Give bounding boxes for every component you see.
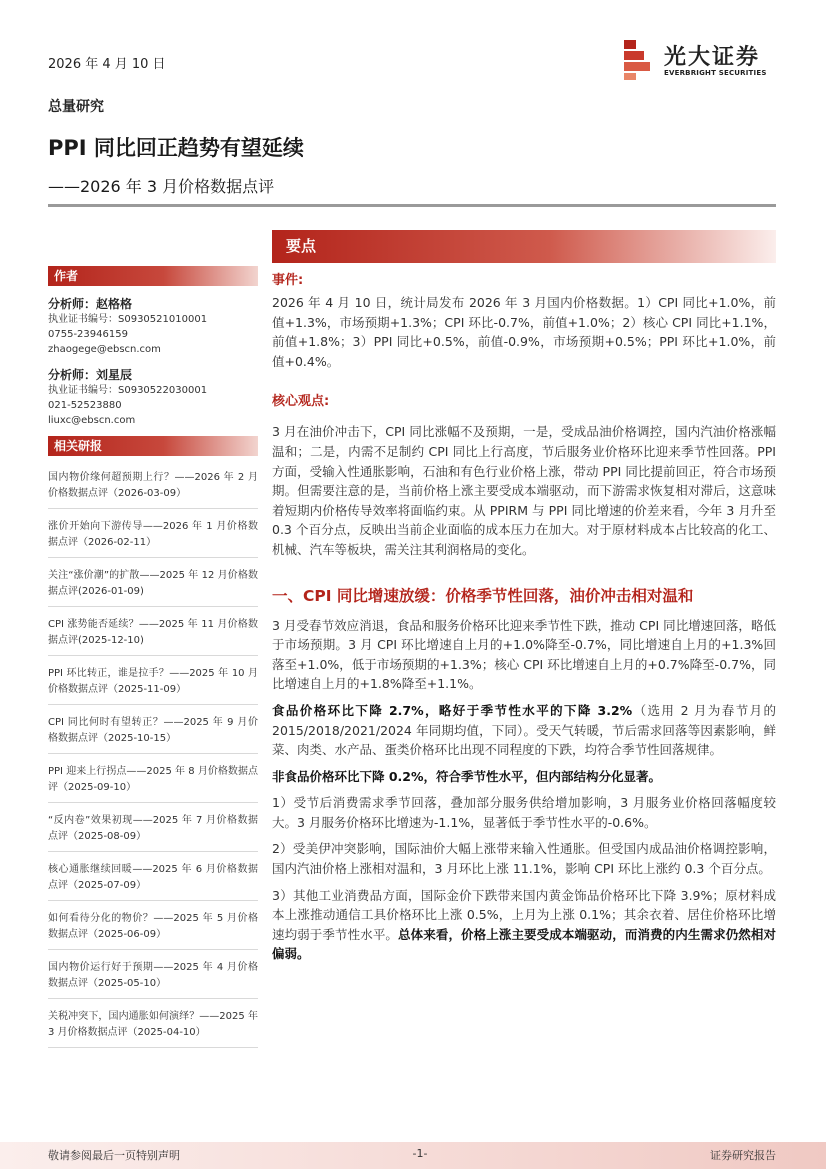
page-title: PPI 同比回正趋势有望延续 [48,136,304,160]
report-date: 2026 年 4 月 10 日 [48,57,166,72]
sidebar [48,266,258,1048]
food-price-highlight: 食品价格环比下降 2.7%，略好于季节性水平的下降 3.2% [272,702,633,718]
report-category: 总量研究 [48,99,104,115]
key-points-banner: 要点 [272,230,776,263]
core-view-label: 核心观点: [272,394,330,410]
body-paragraph: 1）受节后消费需求季节回落，叠加部分服务供给增加影响，3 月服务业价格回落幅度较大。3 月服务价格环比增速为-1.1%，显著低于季节性水平的-0.6%。 [272,795,776,830]
section-title: 一、CPI 同比增速放缓：价格季节性回落，油价冲击相对温和 [272,586,694,605]
related-reports-list [48,460,258,1048]
related-report-item[interactable]: 如何看待分化的物价？——2025 年 5 月价格数据点评（2025-06-09） [48,901,258,950]
related-report-item[interactable]: PPI 迎来上行拐点——2025 年 8 月价格数据点评（2025-09-10） [48,754,258,803]
body-paragraph [272,886,776,964]
core-view-paragraph: 3 月在油价冲击下，CPI 同比涨幅不及预期，一是，受成品油价格调控，国内汽油价格涨幅温和；二是，内需不足制约 CPI 同比上行高度，节后服务业价格环比迎来季节性回落。PPI 方面，受输入性通胀影响，石油和有色行业价格上涨，带动 PPI 同比提前回正，符合市场预期。但需要注意的是，当前价格上涨主要受成本端驱动，而下游需求恢复相对滞后，这意味着短期内价格传导效率将面临约束。从 PPIRM 与 PPI 同比增速的价差来看，今年 3 月升至 0.3 个百分点，反映出当前企业面临的成本压力在加大。对于原材料成本占比较高的化工、机械、汽车等板块，需关注其利润格局的变化。 [272,424,776,557]
related-report-item[interactable]: 涨价开始向下游传导——2026 年 1 月价格数据点评（2026-02-11） [48,509,258,558]
page-subtitle: ——2026 年 3 月价格数据点评 [48,177,275,196]
analyst-phone: 0755-23946159 [48,329,128,340]
body-paragraph: 2）受美伊冲突影响，国际油价大幅上涨带来输入性通胀。但受国内成品油价格调控影响，国内汽油价格上涨相对温和，3 月环比上涨 11.1%，影响 CPI 环比上涨约 0.3 个百分点。 [272,841,776,877]
related-report-item[interactable]: 关税冲突下，国内通胀如何演绎？——2025 年 3 月价格数据点评（2025-04-10） [48,999,258,1048]
related-reports-heading: 相关研报 [48,436,258,456]
event-label: 事件: [272,273,304,288]
related-report-item[interactable]: PPI 环比转正，谁是拉手？——2025 年 10 月价格数据点评（2025-11-09） [48,656,258,705]
related-report-item[interactable]: CPI 涨势能否延续？——2025 年 11 月价格数据点评(2025-12-10) [48,607,258,656]
everbright-logo-icon [620,38,654,82]
summary-highlight: 总体来看，价格上涨主要受成本端驱动，而消费的内生需求仍然相对偏弱。 [272,926,776,962]
logo-name-en: EVERBRIGHT SECURITIES [664,69,767,77]
title-divider [48,204,776,207]
food-price-paragraph [272,701,776,760]
related-report-item[interactable]: 关注“涨价潮”的扩散——2025 年 12 月价格数据点评(2026-01-09) [48,558,258,607]
analyst-email[interactable]: liuxc@ebscn.com [48,415,136,426]
analyst-name: 分析师：赵格格 [48,297,133,311]
nonfood-price-heading: 非食品价格环比下降 0.2%，符合季节性水平，但内部结构分化显著。 [272,768,662,784]
related-report-item[interactable]: CPI 同比何时有望转正？——2025 年 9 月价格数据点评（2025-10-15） [48,705,258,754]
other-goods-detail: 3）其他工业消费品方面，国际金价下跌带来国内黄金饰品价格环比下降 3.9%；原材料成本上涨推动通信工具价格环比上涨 0.5%，上月为上涨 0.1%；其余衣着、居住价格环比增速均弱于季节性水平。 [272,887,776,942]
authors-heading: 作者 [48,266,258,286]
footer-report-type: 证券研究报告 [710,1149,776,1162]
footer-disclaimer-link[interactable]: 敬请参阅最后一页特别声明 [48,1149,180,1162]
analyst-email[interactable]: zhaogege@ebscn.com [48,344,161,355]
analyst-license: 执业证书编号：S0930522030001 [48,385,208,396]
analyst-license: 执业证书编号：S0930521010001 [48,314,208,325]
related-report-item[interactable]: “反内卷”效果初现——2025 年 7 月价格数据点评（2025-08-09） [48,803,258,852]
event-paragraph: 2026 年 4 月 10 日，统计局发布 2026 年 3 月国内价格数据。1）CPI 同比+1.0%，前值+1.3%，市场预期+1.3%；CPI 环比-0.7%，前值+1.0%；2）核心 CPI 同比+1.1%，前值+1.8%；3）PPI 同比+0.5%，前值-0.9%，市场预期+0.5%；PPI 环比+1.0%，前值+0.4%。 [272,295,776,369]
analyst-card [48,367,258,428]
analyst-phone: 021-52523880 [48,400,122,411]
main-content [272,230,776,964]
body-paragraph: 3 月受春节效应消退，食品和服务价格环比迎来季节性下跌，推动 CPI 同比增速回落，略低于市场预期。3 月 CPI 环比增速自上月的+1.0%降至-0.7%，同比增速自上月的+1.3%回落至+1.0%，低于市场预期的+1.3%；核心 CPI 环比增速自上月的+0.7%降至-0.7%，同比增速自上月的+1.8%降至+1.1%。 [272,617,776,692]
related-report-item[interactable]: 国内物价缘何超预期上行？——2026 年 2 月价格数据点评（2026-03-09） [48,460,258,509]
related-report-item[interactable]: 核心通胀继续回暖——2025 年 6 月价格数据点评（2025-07-09） [48,852,258,901]
related-report-item[interactable]: 国内物价运行好于预期——2025 年 4 月价格数据点评（2025-05-10） [48,950,258,999]
logo-name-cn: 光大证券 [664,45,761,70]
analyst-card [48,296,258,357]
page-number: -1- [412,1147,428,1160]
food-price-detail: （选用 2 月为春节月的 2015/2018/2021/2024 年同期均值，下同）。受天气转暖，节后需求回落等因素影响，鲜菜、肉类、水产品、蛋类价格环比出现不同程度的下跌，均符合季节性回落规律。 [272,702,777,758]
logo [620,38,780,82]
analyst-name: 分析师：刘星辰 [48,368,133,382]
